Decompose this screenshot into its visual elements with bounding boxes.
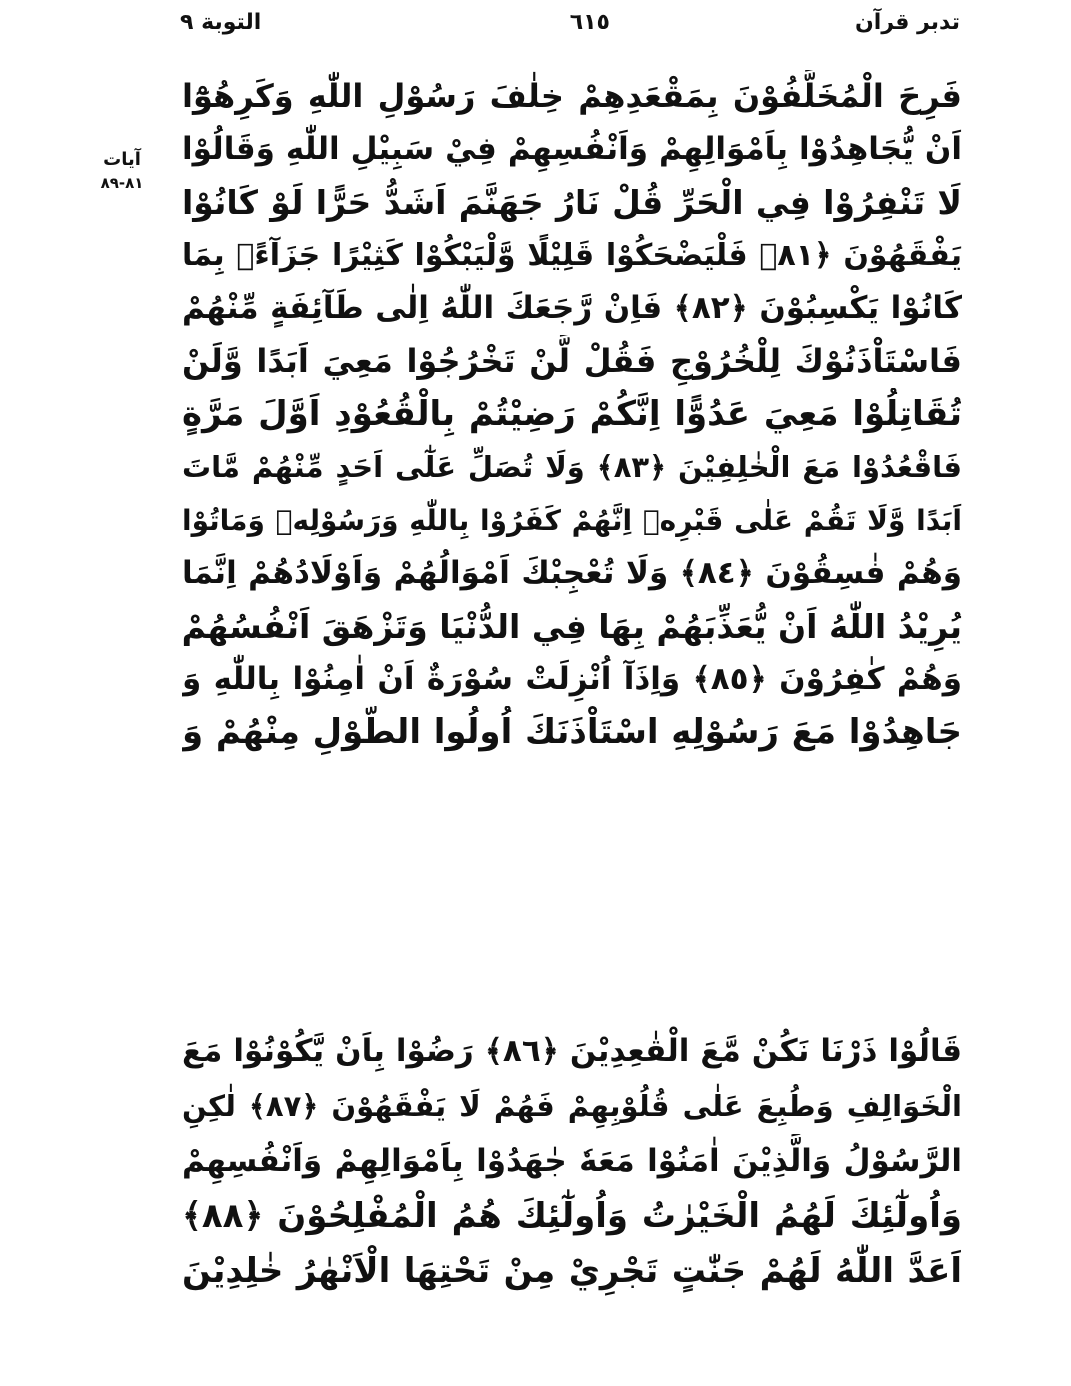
text-line: الرَّسُوْلُ وَالَّذِيْنَ اٰمَنُوْا مَعَهٗ جٰهَدُوْا بِاَمْوَالِهِمْ وَاَنْفُسِهِمْ [182,1143,962,1179]
book-title: تدبر قرآن [855,10,960,35]
text-line: تُقَاتِلُوْا مَعِيَ عَدُوًّا اِنَّكُمْ رَضِيْتُمْ بِالْقُعُوْدِ اَوَّلَ مَرَّةٍ [182,394,962,434]
text-line: يَفْقَهُوْنَ ﴿٨١﴾ فَلْيَضْحَكُوْا قَلِيْلًا وَّلْيَبْكُوْا كَثِيْرًا جَزَآءًۢ بِمَا [182,238,962,273]
text-line: لَا تَنْفِرُوْا فِي الْحَرِّ قُلْ نَارُ جَهَنَّمَ اَشَدُّ حَرًّا لَوْ كَانُوْا [182,183,962,222]
text-line: كَانُوْا يَكْسِبُوْنَ ﴿٨٢﴾ فَاِنْ رَّجَعَكَ اللّٰهُ اِلٰى طَآئِفَةٍ مِّنْهُمْ [182,290,962,326]
quran-text-block-2 [182,1024,962,1299]
text-line: يُرِيْدُ اللّٰهُ اَنْ يُّعَذِّبَهُمْ بِهَا فِي الدُّنْيَا وَتَزْهَقَ اَنْفُسُهُمْ [182,607,962,646]
text-line: وَاُولٰٓئِكَ لَهُمُ الْخَيْرٰتُ وَاُولٰٓئِكَ هُمُ الْمُفْلِحُوْنَ ﴿٨٨﴾ [182,1196,962,1236]
text-line: اَعَدَّ اللّٰهُ لَهُمْ جَنّٰتٍ تَجْرِيْ مِنْ تَحْتِهَا الْاَنْهٰرُ خٰلِدِيْنَ [182,1251,962,1291]
quran-text-block-1 [182,70,962,759]
text-line: فَاقْعُدُوْا مَعَ الْخٰلِفِيْنَ ﴿٨٣﴾ وَلَا تُصَلِّ عَلٰٓى اَحَدٍ مِّنْهُمْ مَّاتَ [182,450,962,484]
text-line: فَاسْتَاْذَنُوْكَ لِلْخُرُوْجِ فَقُلْ لَّنْ تَخْرُجُوْا مَعِيَ اَبَدًا وَّلَنْ [182,342,962,380]
verse-range-numbers: ٨١-٨٩ [100,174,144,192]
verse-range-label: آيات [103,149,141,170]
text-line: وَهُمْ فٰسِقُوْنَ ﴿٨٤﴾ وَلَا تُعْجِبْكَ اَمْوَالُهُمْ وَاَوْلَادُهُمْ اِنَّمَا [182,555,962,591]
text-line: اَنْ يُّجَاهِدُوْا بِاَمْوَالِهِمْ وَاَنْفُسِهِمْ فِيْ سَبِيْلِ اللّٰهِ وَقَالُوْا [182,131,962,167]
text-line: جَاهِدُوْا مَعَ رَسُوْلِهِ اسْتَاْذَنَكَ اُولُوا الطَّوْلِ مِنْهُمْ وَ [182,712,962,752]
text-line: فَرِحَ الْمُخَلَّفُوْنَ بِمَقْعَدِهِمْ خِلٰفَ رَسُوْلِ اللّٰهِ وَكَرِهُوْٓا [182,77,962,115]
text-line: اَبَدًا وَّلَا تَقُمْ عَلٰى قَبْرِهٖ اِنَّهُمْ كَفَرُوْا بِاللّٰهِ وَرَسُوْلِهٖ وَمَاتُوْا [182,504,962,537]
text-line: قَالُوْا ذَرْنَا نَكُنْ مَّعَ الْقٰعِدِيْنَ ﴿٨٦﴾ رَضُوْا بِاَنْ يَّكُوْنُوْا مَعَ [182,1033,962,1069]
surah-title: التوبة ٩ [180,10,262,35]
text-line: الْخَوَالِفِ وَطُبِعَ عَلٰى قُلُوْبِهِمْ فَهُمْ لَا يَفْقَهُوْنَ ﴿٨٧﴾ لٰكِنِ [182,1089,962,1123]
page-header [180,8,960,44]
verse-range-note [86,148,158,194]
page-number: ٦١٥ [569,10,610,35]
text-line: وَهُمْ كٰفِرُوْنَ ﴿٨٥﴾ وَاِذَآ اُنْزِلَتْ سُوْرَةٌ اَنْ اٰمِنُوْا بِاللّٰهِ وَ [182,661,962,697]
